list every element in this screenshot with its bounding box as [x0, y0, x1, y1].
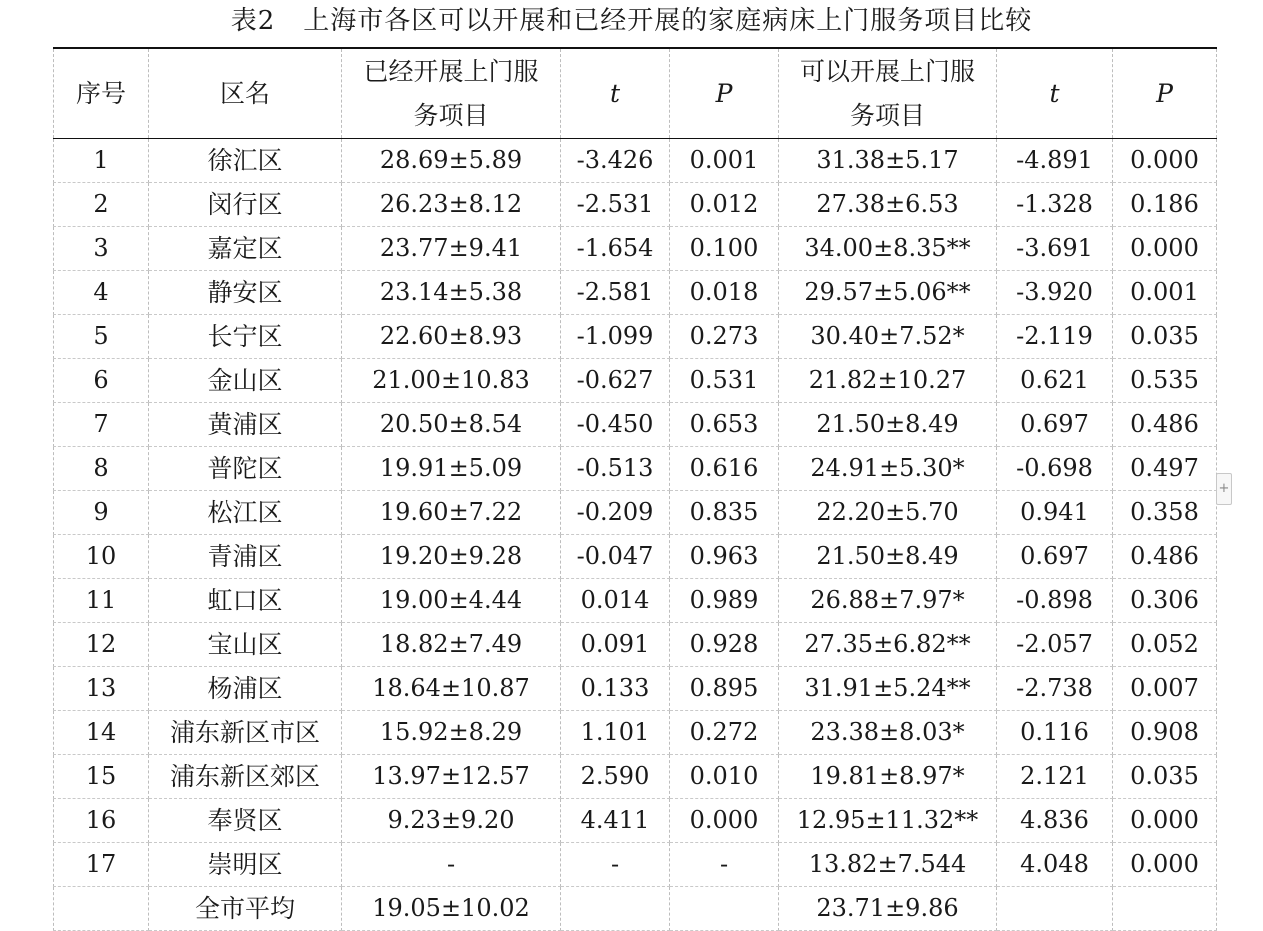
cell-t-possible: 0.941 [997, 491, 1113, 535]
cell-index: 14 [54, 711, 149, 755]
cell-p-performed: 0.000 [670, 799, 779, 843]
cell-t-performed: 2.590 [561, 755, 670, 799]
cell-index: 2 [54, 183, 149, 227]
cell-performed-items: 19.05±10.02 [342, 887, 561, 931]
table-row [54, 843, 1217, 887]
cell-p-possible: 0.497 [1113, 447, 1217, 491]
plus-icon: + [1218, 481, 1230, 496]
cell-t-performed: -0.209 [561, 491, 670, 535]
cell-t-possible: -3.691 [997, 227, 1113, 271]
cell-possible-items: 24.91±5.30* [779, 447, 997, 491]
cell-possible-items: 21.50±8.49 [779, 403, 997, 447]
cell-p-possible: 0.001 [1113, 271, 1217, 315]
cell-district: 虹口区 [149, 579, 342, 623]
table-row [54, 183, 1217, 227]
cell-t-possible: -2.119 [997, 315, 1113, 359]
cell-t-possible: -2.738 [997, 667, 1113, 711]
cell-t-performed: -0.513 [561, 447, 670, 491]
cell-possible-items: 31.38±5.17 [779, 139, 997, 183]
cell-performed-items: 19.91±5.09 [342, 447, 561, 491]
header-possible-items-text: 可以开展上门服务项目 [799, 56, 975, 130]
cell-p-performed: 0.989 [670, 579, 779, 623]
cell-index: 1 [54, 139, 149, 183]
cell-p-performed: 0.653 [670, 403, 779, 447]
table-row [54, 711, 1217, 755]
cell-possible-items: 19.81±8.97* [779, 755, 997, 799]
cell-t-possible: -4.891 [997, 139, 1113, 183]
add-section-button[interactable] [1216, 473, 1232, 505]
cell-p-possible: 0.306 [1113, 579, 1217, 623]
cell-t-possible: 4.836 [997, 799, 1113, 843]
header-p-performed: P [670, 48, 779, 139]
cell-p-performed: 0.928 [670, 623, 779, 667]
cell-performed-items: 19.00±4.44 [342, 579, 561, 623]
cell-p-possible [1113, 887, 1217, 931]
cell-t-performed: -0.627 [561, 359, 670, 403]
table-row [54, 139, 1217, 183]
cell-district: 崇明区 [149, 843, 342, 887]
cell-t-possible: 0.116 [997, 711, 1113, 755]
cell-possible-items: 34.00±8.35** [779, 227, 997, 271]
cell-p-performed: 0.895 [670, 667, 779, 711]
header-performed-items [342, 48, 561, 139]
cell-possible-items: 13.82±7.544 [779, 843, 997, 887]
table-row [54, 227, 1217, 271]
cell-p-performed: 0.273 [670, 315, 779, 359]
cell-t-performed: -0.047 [561, 535, 670, 579]
cell-p-performed: 0.531 [670, 359, 779, 403]
table-row [54, 887, 1217, 931]
table-row [54, 535, 1217, 579]
header-possible-items [779, 48, 997, 139]
cell-district: 全市平均 [149, 887, 342, 931]
cell-p-performed: 0.001 [670, 139, 779, 183]
cell-possible-items: 30.40±7.52* [779, 315, 997, 359]
cell-t-possible: 0.621 [997, 359, 1113, 403]
table-row [54, 755, 1217, 799]
cell-p-performed [670, 887, 779, 931]
cell-t-performed: -3.426 [561, 139, 670, 183]
table-caption [0, 4, 1263, 38]
cell-index: 8 [54, 447, 149, 491]
header-p-possible: P [1113, 48, 1217, 139]
cell-performed-items: 23.77±9.41 [342, 227, 561, 271]
cell-performed-items: 28.69±5.89 [342, 139, 561, 183]
cell-t-performed: 0.133 [561, 667, 670, 711]
table-row [54, 315, 1217, 359]
cell-possible-items: 29.57±5.06** [779, 271, 997, 315]
cell-possible-items: 23.38±8.03* [779, 711, 997, 755]
header-performed-items-text: 已经开展上门服务项目 [363, 56, 539, 130]
table-row [54, 667, 1217, 711]
cell-t-performed: -1.099 [561, 315, 670, 359]
cell-district: 长宁区 [149, 315, 342, 359]
cell-possible-items: 21.82±10.27 [779, 359, 997, 403]
cell-p-performed: 0.835 [670, 491, 779, 535]
cell-district: 青浦区 [149, 535, 342, 579]
cell-possible-items: 27.35±6.82** [779, 623, 997, 667]
cell-index: 12 [54, 623, 149, 667]
cell-district: 浦东新区郊区 [149, 755, 342, 799]
cell-p-performed: 0.272 [670, 711, 779, 755]
cell-p-possible: 0.535 [1113, 359, 1217, 403]
cell-performed-items: 19.20±9.28 [342, 535, 561, 579]
cell-district: 奉贤区 [149, 799, 342, 843]
cell-p-possible: 0.052 [1113, 623, 1217, 667]
cell-district: 宝山区 [149, 623, 342, 667]
cell-district: 松江区 [149, 491, 342, 535]
cell-p-possible: 0.486 [1113, 403, 1217, 447]
header-t-possible: t [997, 48, 1113, 139]
cell-t-possible: -0.698 [997, 447, 1113, 491]
cell-district: 徐汇区 [149, 139, 342, 183]
cell-performed-items: 13.97±12.57 [342, 755, 561, 799]
cell-t-performed: -1.654 [561, 227, 670, 271]
table-row [54, 491, 1217, 535]
cell-p-possible: 0.035 [1113, 755, 1217, 799]
cell-t-performed [561, 887, 670, 931]
cell-p-possible: 0.000 [1113, 843, 1217, 887]
cell-p-possible: 0.358 [1113, 491, 1217, 535]
table-row [54, 271, 1217, 315]
cell-index: 7 [54, 403, 149, 447]
cell-performed-items: 19.60±7.22 [342, 491, 561, 535]
cell-t-performed: 0.091 [561, 623, 670, 667]
cell-possible-items: 23.71±9.86 [779, 887, 997, 931]
cell-index [54, 887, 149, 931]
cell-p-performed: 0.010 [670, 755, 779, 799]
cell-performed-items: 20.50±8.54 [342, 403, 561, 447]
cell-index: 5 [54, 315, 149, 359]
cell-possible-items: 22.20±5.70 [779, 491, 997, 535]
table-row [54, 579, 1217, 623]
table-caption-label: 表2 [230, 6, 276, 36]
cell-district: 浦东新区市区 [149, 711, 342, 755]
table-caption-title: 上海市各区可以开展和已经开展的家庭病床上门服务项目比较 [303, 6, 1033, 36]
cell-p-performed: 0.012 [670, 183, 779, 227]
cell-index: 4 [54, 271, 149, 315]
cell-index: 9 [54, 491, 149, 535]
cell-t-possible: 4.048 [997, 843, 1113, 887]
cell-possible-items: 27.38±6.53 [779, 183, 997, 227]
cell-t-possible [997, 887, 1113, 931]
cell-performed-items: 22.60±8.93 [342, 315, 561, 359]
cell-performed-items: 18.64±10.87 [342, 667, 561, 711]
table-header [54, 48, 1217, 139]
cell-performed-items: 15.92±8.29 [342, 711, 561, 755]
cell-performed-items: 21.00±10.83 [342, 359, 561, 403]
cell-district: 黄浦区 [149, 403, 342, 447]
cell-p-possible: 0.908 [1113, 711, 1217, 755]
cell-p-possible: 0.000 [1113, 799, 1217, 843]
cell-district: 普陀区 [149, 447, 342, 491]
cell-index: 16 [54, 799, 149, 843]
cell-performed-items: 23.14±5.38 [342, 271, 561, 315]
cell-t-performed: - [561, 843, 670, 887]
cell-district: 静安区 [149, 271, 342, 315]
cell-t-performed: -2.581 [561, 271, 670, 315]
cell-p-possible: 0.186 [1113, 183, 1217, 227]
cell-t-possible: 0.697 [997, 403, 1113, 447]
cell-performed-items: - [342, 843, 561, 887]
cell-p-performed: 0.100 [670, 227, 779, 271]
cell-index: 17 [54, 843, 149, 887]
cell-t-possible: -3.920 [997, 271, 1113, 315]
cell-index: 11 [54, 579, 149, 623]
cell-possible-items: 21.50±8.49 [779, 535, 997, 579]
cell-t-possible: -1.328 [997, 183, 1113, 227]
cell-t-performed: -2.531 [561, 183, 670, 227]
cell-performed-items: 18.82±7.49 [342, 623, 561, 667]
cell-index: 10 [54, 535, 149, 579]
table-row [54, 359, 1217, 403]
cell-t-possible: 2.121 [997, 755, 1113, 799]
cell-index: 13 [54, 667, 149, 711]
cell-p-possible: 0.486 [1113, 535, 1217, 579]
cell-p-possible: 0.007 [1113, 667, 1217, 711]
cell-possible-items: 12.95±11.32** [779, 799, 997, 843]
cell-t-possible: -0.898 [997, 579, 1113, 623]
cell-possible-items: 26.88±7.97* [779, 579, 997, 623]
cell-possible-items: 31.91±5.24** [779, 667, 997, 711]
cell-p-possible: 0.000 [1113, 227, 1217, 271]
cell-t-possible: -2.057 [997, 623, 1113, 667]
cell-district: 闵行区 [149, 183, 342, 227]
table-row [54, 799, 1217, 843]
cell-district: 金山区 [149, 359, 342, 403]
header-district: 区名 [149, 48, 342, 139]
table-row [54, 623, 1217, 667]
cell-p-performed: 0.018 [670, 271, 779, 315]
table-body [54, 139, 1217, 931]
cell-p-performed: - [670, 843, 779, 887]
cell-t-possible: 0.697 [997, 535, 1113, 579]
cell-t-performed: 0.014 [561, 579, 670, 623]
cell-district: 嘉定区 [149, 227, 342, 271]
cell-t-performed: -0.450 [561, 403, 670, 447]
cell-index: 15 [54, 755, 149, 799]
cell-district: 杨浦区 [149, 667, 342, 711]
table-row [54, 447, 1217, 491]
header-row [54, 48, 1217, 139]
header-index: 序号 [54, 48, 149, 139]
header-t-performed: t [561, 48, 670, 139]
table-row [54, 403, 1217, 447]
cell-index: 3 [54, 227, 149, 271]
cell-performed-items: 9.23±9.20 [342, 799, 561, 843]
cell-p-possible: 0.000 [1113, 139, 1217, 183]
cell-p-possible: 0.035 [1113, 315, 1217, 359]
cell-p-performed: 0.963 [670, 535, 779, 579]
cell-index: 6 [54, 359, 149, 403]
cell-p-performed: 0.616 [670, 447, 779, 491]
cell-performed-items: 26.23±8.12 [342, 183, 561, 227]
comparison-table [53, 47, 1217, 931]
cell-t-performed: 1.101 [561, 711, 670, 755]
cell-t-performed: 4.411 [561, 799, 670, 843]
